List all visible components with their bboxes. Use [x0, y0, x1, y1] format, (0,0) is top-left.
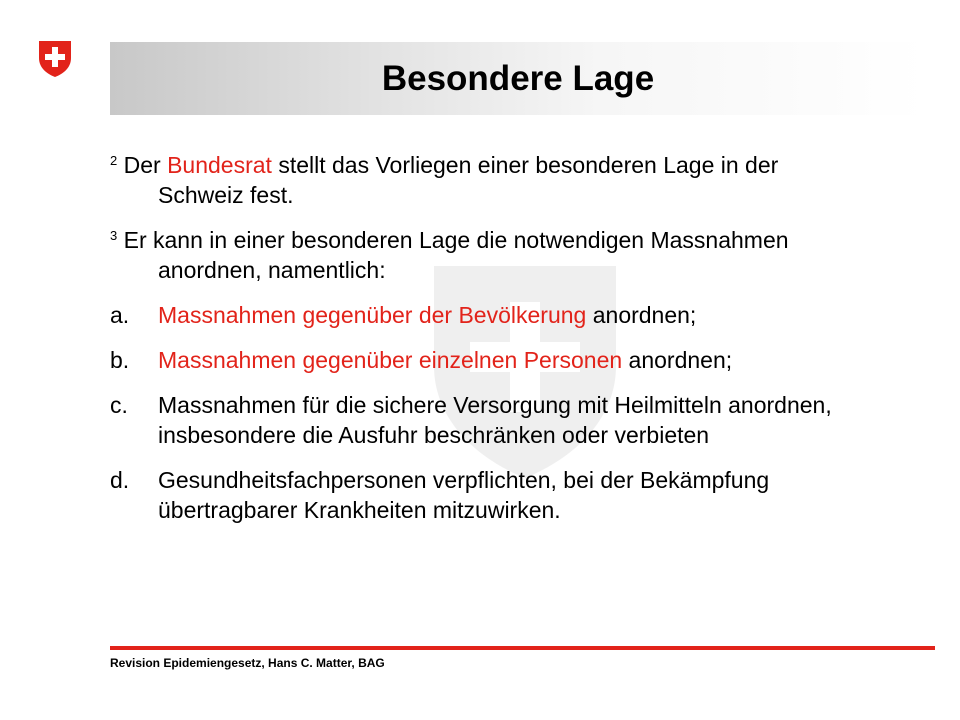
highlight-bundesrat: Bundesrat [167, 152, 272, 178]
list-item-c [110, 390, 950, 450]
list-item-d [110, 465, 950, 525]
page-title: Besondere Lage [381, 58, 655, 98]
paragraph-2-line-1 [110, 150, 950, 180]
footer-text: Revision Epidemiengesetz, Hans C. Matter, BAG [110, 656, 385, 670]
list-marker: b. [110, 347, 130, 373]
list-item-b [110, 345, 950, 375]
paragraph-text: Der [117, 152, 168, 178]
list-marker: a. [110, 302, 130, 328]
list-item-highlight: Massnahmen gegenüber der Bevölkerung [158, 302, 587, 328]
list-item-line-2: übertragbarer Krankheiten mitzuwirken. [158, 497, 561, 523]
paragraph-text: Er kann in einer besonderen Lage die notwendigen Massnahmen [117, 227, 789, 253]
footer-rule [110, 646, 935, 650]
list-marker: d. [110, 467, 130, 493]
paragraph-number: 3 [110, 228, 118, 243]
paragraph-2-line-2: Schweiz fest. [158, 182, 294, 208]
paragraph-3-line-1 [110, 225, 950, 255]
list-item-line-1: Massnahmen für die sichere Versorgung mit Heilmitteln anordnen, [158, 392, 832, 418]
paragraph-3-line-2: anordnen, namentlich: [158, 257, 386, 283]
paragraph-3 [110, 225, 950, 285]
list-item-line-1: Gesundheitsfachpersonen verpflichten, bei der Bekämpfung [158, 467, 770, 493]
slide-content [110, 150, 950, 540]
paragraph-number: 2 [110, 153, 118, 168]
list-item-highlight: Massnahmen gegenüber einzelnen Personen [158, 347, 623, 373]
paragraph-text: stellt das Vorliegen einer besonderen Lage in der [271, 152, 779, 178]
swiss-shield-icon [38, 40, 72, 78]
list-item-text: anordnen; [622, 347, 733, 373]
list-marker: c. [110, 392, 128, 418]
list-item-line-2: insbesondere die Ausfuhr beschränken oder verbieten [158, 422, 710, 448]
list-item-a [110, 300, 950, 330]
list-item-text: anordnen; [586, 302, 697, 328]
paragraph-2 [110, 150, 950, 210]
